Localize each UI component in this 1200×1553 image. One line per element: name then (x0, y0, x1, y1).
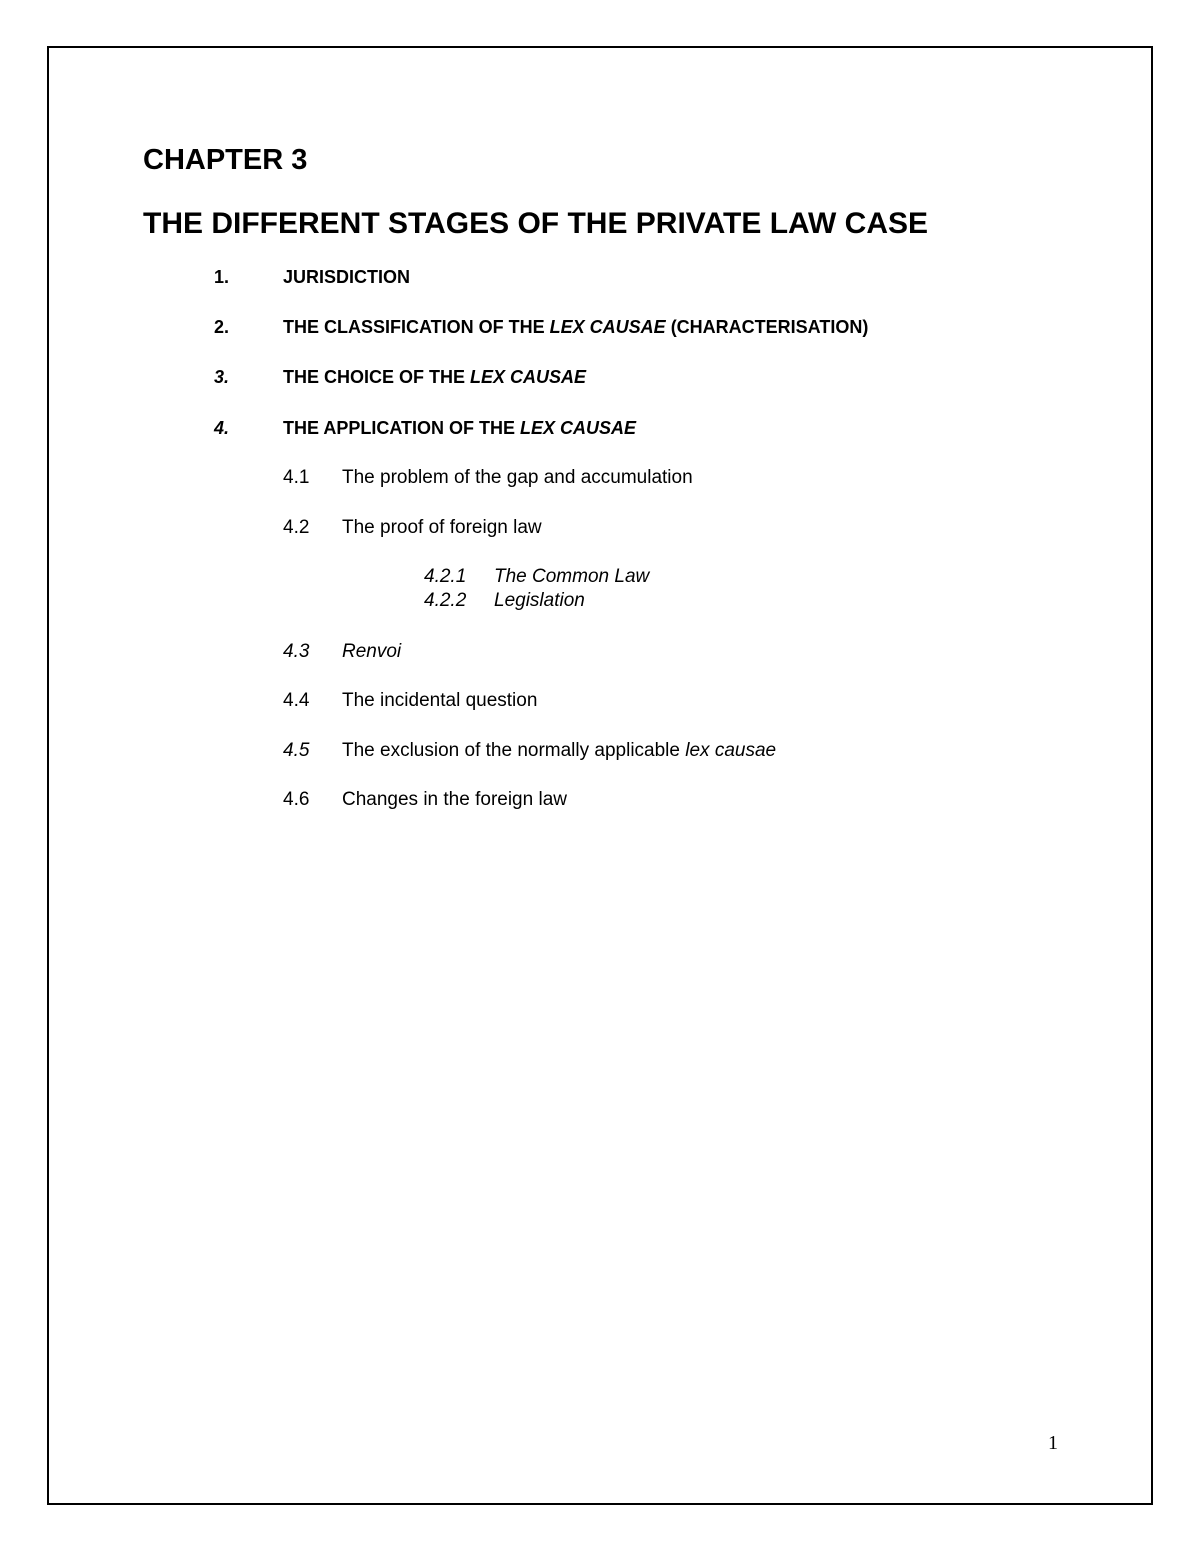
sub-subsection-number: 4.2.1 (424, 566, 467, 587)
subsection-number: 4.2 (283, 517, 310, 538)
heading-number: 2. (214, 317, 230, 337)
page-number: 1 (1048, 1432, 1058, 1454)
heading-text-italic: LEX CAUSAE (520, 418, 637, 438)
heading-text (283, 318, 868, 336)
chapter-number: CHAPTER 3 (143, 144, 308, 176)
subsection-number: 4.4 (283, 690, 310, 711)
heading-number: 3. (214, 367, 230, 387)
subsection-number: 4.3 (283, 641, 310, 662)
heading-text (283, 368, 586, 386)
subsection-text (342, 741, 776, 760)
subsection-text: Renvoi (342, 641, 402, 662)
sub-subsection-text: The Common Law (494, 566, 650, 587)
heading-text-part: THE CLASSIFICATION OF THE (283, 317, 550, 337)
subsection-number: 4.5 (283, 740, 310, 761)
subsection-text-italic: lex causae (685, 740, 777, 761)
subsection-text: The incidental question (342, 690, 538, 711)
sub-subsection-number: 4.2.2 (424, 590, 467, 611)
sub-subsection-text: Legislation (494, 590, 585, 611)
subsection-number: 4.1 (283, 467, 310, 488)
heading-text-italic: LEX CAUSAE (470, 367, 587, 387)
heading-text: JURISDICTION (283, 267, 411, 287)
heading-text (283, 419, 636, 437)
heading-text-italic: LEX CAUSAE (549, 317, 666, 337)
chapter-title: THE DIFFERENT STAGES OF THE PRIVATE LAW CASE (143, 207, 929, 240)
subsection-text: The problem of the gap and accumulation (342, 467, 693, 488)
subsection-text-part: The exclusion of the normally applicable (342, 740, 686, 761)
subsection-number: 4.6 (283, 789, 310, 810)
subsection-text: The proof of foreign law (342, 517, 542, 538)
heading-number: 1. (214, 267, 230, 287)
heading-text-part: (CHARACTERISATION) (665, 317, 869, 337)
heading-text-part: THE CHOICE OF THE (283, 367, 471, 387)
page-border (47, 46, 1153, 1505)
heading-text-part: THE APPLICATION OF THE (283, 418, 520, 438)
subsection-text: Changes in the foreign law (342, 789, 567, 810)
heading-number: 4. (214, 418, 230, 438)
